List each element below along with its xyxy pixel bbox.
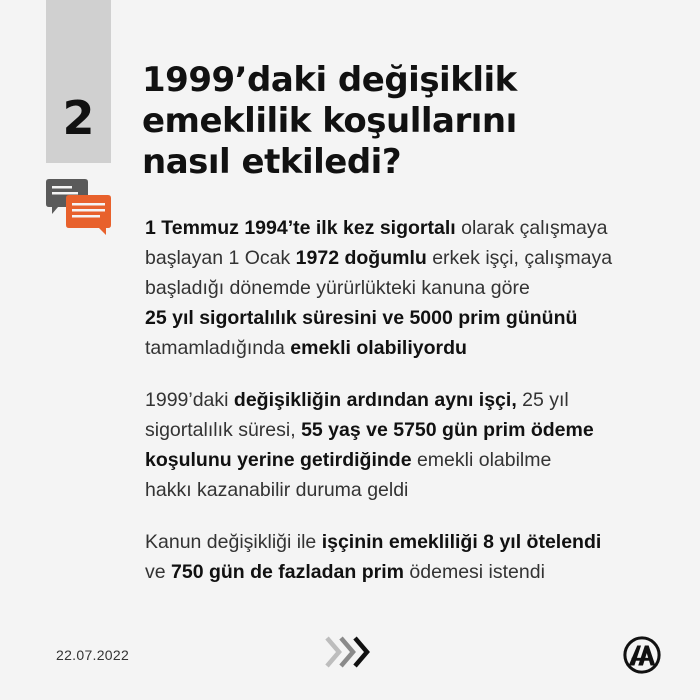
number-badge	[46, 0, 111, 163]
text: başlayan 1 Ocak	[145, 247, 296, 269]
text-line	[145, 385, 685, 415]
bold-text: 1 Temmuz 1994’te ilk kez sigortalı	[145, 217, 456, 239]
title-line: emeklilik koşullarını	[142, 101, 517, 141]
paragraph	[145, 385, 685, 505]
text: sigortalılık süresi,	[145, 419, 302, 441]
text-line	[145, 557, 685, 587]
text: başladığı dönemde yürürlükteki kanuna göre	[145, 277, 530, 299]
chat-bubbles-icon	[44, 178, 114, 238]
bold-text: değişikliğin ardından aynı işçi,	[233, 389, 517, 411]
text: tamamladığında	[145, 337, 291, 359]
triple-chevron-right-icon[interactable]	[323, 634, 379, 670]
text-line	[145, 333, 685, 363]
text-line	[145, 527, 685, 557]
paragraph	[145, 213, 685, 363]
aa-logo	[623, 636, 661, 674]
text: emekli olabilme	[411, 449, 552, 471]
bold-text: 25 yıl sigortalılık süresini ve 5000 prim gününü	[145, 307, 578, 329]
article-body	[145, 213, 685, 587]
paragraph	[145, 527, 685, 587]
bold-text: işçinin emekliliği 8 yıl ötelendi	[321, 531, 602, 553]
text-line	[145, 273, 685, 303]
text: ve	[145, 561, 172, 583]
text: ödemesi istendi	[404, 561, 545, 583]
text: erkek işçi, çalışmaya	[426, 247, 613, 269]
text-line	[145, 213, 685, 243]
page-title	[142, 60, 682, 183]
text: olarak çalışmaya	[455, 217, 608, 239]
bold-text: 55 yaş ve 5750 gün prim ödeme	[301, 419, 594, 441]
text: 1999’daki	[145, 389, 234, 411]
text: hakkı kazanabilir duruma geldi	[145, 479, 409, 501]
text-line	[145, 475, 685, 505]
text-line	[145, 415, 685, 445]
text-line	[145, 445, 685, 475]
title-line: nasıl etkiledi?	[142, 142, 402, 182]
bold-text: 750 gün de fazladan prim	[171, 561, 404, 583]
badge-number: 2	[62, 91, 95, 145]
text: 25 yıl	[516, 389, 569, 411]
publish-date: 22.07.2022	[56, 647, 130, 663]
text-line	[145, 243, 685, 273]
bold-text: 1972 doğumlu	[295, 247, 427, 269]
text: Kanun değişikliği ile	[145, 531, 322, 553]
title-line: 1999’daki değişiklik	[142, 60, 517, 100]
bold-text: emekli olabiliyordu	[290, 337, 467, 359]
bold-text: koşulunu yerine getirdiğinde	[145, 449, 412, 471]
text-line	[145, 303, 685, 333]
